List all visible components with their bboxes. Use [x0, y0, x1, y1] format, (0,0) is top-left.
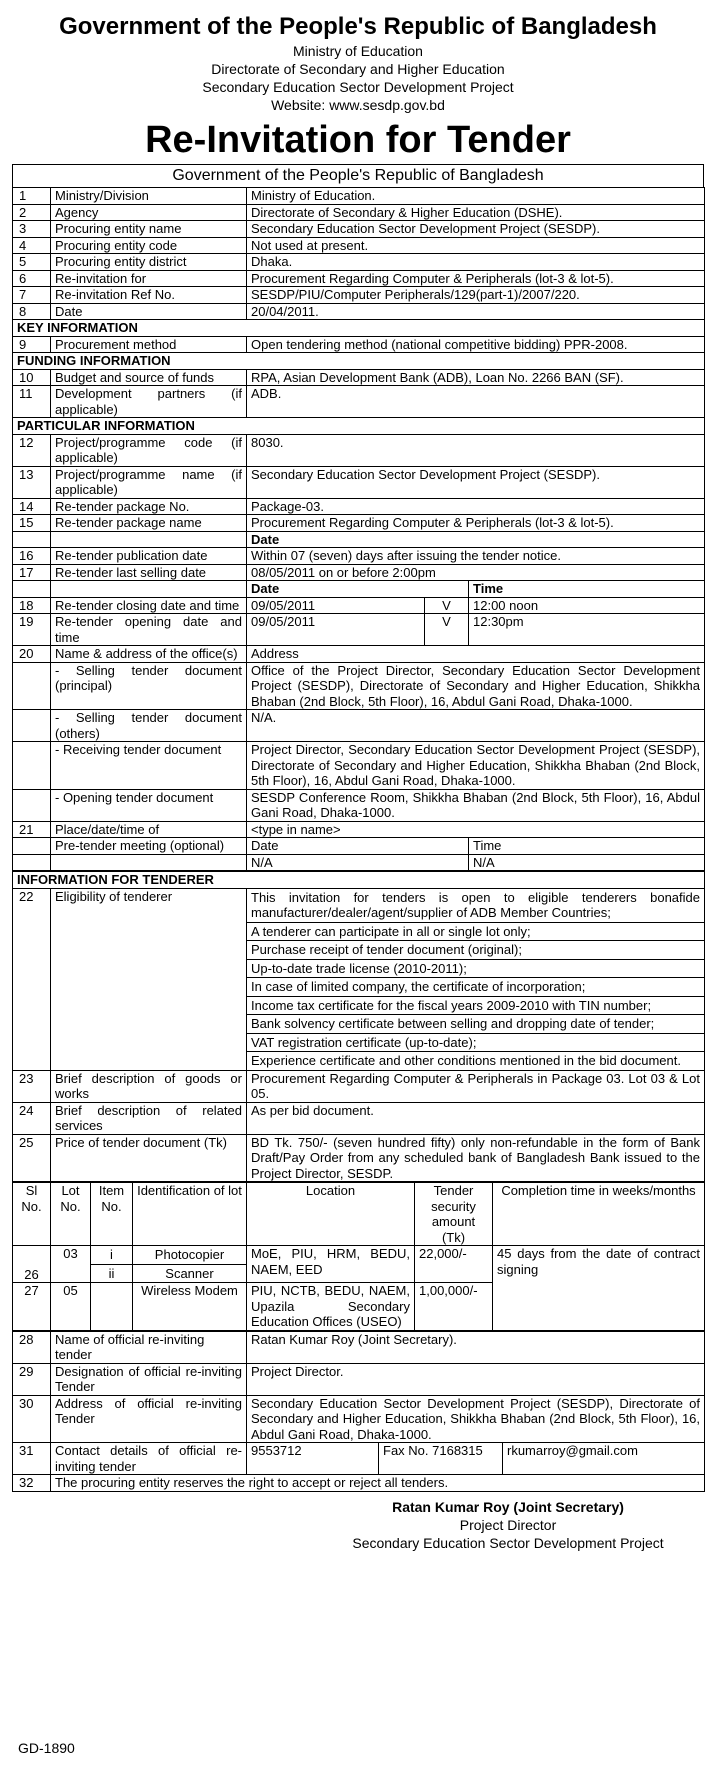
table-row: 19 Re-tender opening date and time 09/05/2011 V 12:30pm: [13, 614, 705, 646]
signatory-office: Secondary Education Sector Development Project: [352, 1534, 664, 1551]
list-item: Purchase receipt of tender document (original);: [247, 941, 704, 960]
table-row: 7 Re-invitation Ref No. SESDP/PIU/Computer Peripherals/129(part-1)/2007/220.: [13, 287, 705, 304]
table-row: 5 Procuring entity district Dhaka.: [13, 254, 705, 271]
list-item: Experience certificate and other conditions mentioned in the bid document.: [251, 1053, 681, 1068]
table-row: Pre-tender meeting (optional) Date Time: [13, 838, 705, 855]
list-item: A tenderer can participate in all or single lot only;: [247, 922, 704, 941]
table-row: 26 03 i ii Photocopier Scanner MoE, PIU, HRM, BEDU, NAEM, EED 22,000/- 45 days from the date of contract signing: [13, 1246, 705, 1283]
list-item: In case of limited company, the certificate of incorporation;: [247, 978, 704, 997]
table-row: 24 Brief description of related services As per bid document.: [13, 1102, 705, 1134]
table-row: 25 Price of tender document (Tk) BD Tk. 750/- (seven hundred fifty) only non-refundable in the form of Bank Draft/Pay Order from any scheduled bank of Bangladesh Bank issued to the Project Director, SESDP.: [13, 1134, 705, 1182]
table-title: Government of the People's Republic of Bangladesh: [12, 164, 704, 187]
table-row: 21 Place/date/time of <type in name>: [13, 821, 705, 838]
signatory-designation: Project Director: [459, 1516, 557, 1533]
table-row: - Receiving tender document Project Director, Secondary Education Sector Development Project (SESDP), Directorate of Secondary and Higher Education, Shikkha Bhaban (2nd Block, 5th Floor), 16, Abdul Gani Road, Dhaka-1000.: [13, 742, 705, 790]
table-row: 27 05 Wireless Modem PIU, NCTB, BEDU, NAEM, Upazila Secondary Education Offices (USEO) 1,00,000/-: [13, 1283, 705, 1331]
table-row: 20 Name & address of the office(s) Address: [13, 646, 705, 663]
table-row: - Selling tender document (principal) Office of the Project Director, Secondary Education Sector Development Project (SESDP), Directorate of Secondary and Higher Education, Shikkha Bhaban (2nd Block, 5th Floor), 16, Abdul Gani Road, Dhaka-1000.: [13, 662, 705, 710]
list-item: This invitation for tenders is open to eligible tenderers bonafide manufacturer/dealer/agent/supplier of ADB Member Countries;: [247, 889, 704, 923]
website-line: Website: www.sesdp.gov.bd: [271, 97, 445, 113]
table-row: 9 Procurement method Open tendering method (national competitive bidding) PPR-2008.: [13, 336, 705, 353]
table-row: 8 Date 20/04/2011.: [13, 303, 705, 320]
notice-title: Re-Invitation for Tender: [145, 119, 571, 161]
official-table: [12, 1331, 705, 1492]
table-row: 4 Procuring entity code Not used at present.: [13, 237, 705, 254]
table-row: 23 Brief description of goods or works Procurement Regarding Computer & Peripherals in Package 03. Lot 03 & Lot 05.: [13, 1070, 705, 1102]
table-row: - Selling tender document (others) N/A.: [13, 710, 705, 742]
section-heading: KEY INFORMATION: [13, 320, 705, 337]
section-heading: INFORMATION FOR TENDERER: [13, 872, 705, 889]
lots-header-row: Sl No. Lot No. Item No. Identification of lot Location Tender security amount (Tk) Completion time in weeks/months: [13, 1183, 705, 1246]
ministry-line: Ministry of Education: [293, 43, 423, 59]
section-heading: PARTICULAR INFORMATION: [13, 418, 705, 435]
table-row: 15 Re-tender package name Procurement Regarding Computer & Peripherals (lot-3 & lot-5).: [13, 515, 705, 532]
table-row: 29 Designation of official re-inviting Tender Project Director.: [13, 1363, 705, 1395]
table-row: 31 Contact details of official re-inviting tender 9553712 Fax No. 7168315 rkumarroy@gmail.com: [13, 1443, 705, 1475]
table-row: 11 Development partners (if applicable) ADB.: [13, 386, 705, 418]
notice-header: [12, 12, 704, 164]
lots-table: [12, 1182, 705, 1331]
table-row: 12 Project/programme code (if applicable) 8030.: [13, 434, 705, 466]
section-heading: FUNDING INFORMATION: [13, 353, 705, 370]
project-line: Secondary Education Sector Development Project: [202, 79, 514, 95]
table-row: 1 Ministry/Division Ministry of Education.: [13, 188, 705, 205]
table-row: 14 Re-tender package No. Package-03.: [13, 498, 705, 515]
list-item: Up-to-date trade license (2010-2011);: [247, 959, 704, 978]
table-row: 30 Address of official re-inviting Tender Secondary Education Sector Development Project (SESDP), Directorate of Secondary and Higher Education, Shikkha Bhaban (2nd Block, 5th Floor), 16, Abdul Gani Road, Dhaka-1000.: [13, 1395, 705, 1443]
table-row: 6 Re-invitation for Procurement Regarding Computer & Peripherals (lot-3 & lot-5).: [13, 270, 705, 287]
signatory-name: Ratan Kumar Roy (Joint Secretary): [392, 1498, 624, 1515]
tender-table: [12, 187, 705, 871]
table-row: - Opening tender document SESDP Conference Room, Shikkha Bhaban (2nd Block, 5th Floor), 16, Abdul Gani Road, Dhaka-1000.: [13, 789, 705, 821]
gd-code: GD-1890: [18, 1740, 75, 1756]
table-row: 22 Eligibility of tenderer This invitation for tenders is open to eligible tenderers bonafide manufacturer/dealer/agent/supplier of ADB Member Countries; A tenderer can participate in all or single lot only; Purchase receipt of tender document (original); Up-to-date trade license (2010-2011); In case of limited company, the certificate of incorporation; Income tax certificate for the fiscal years 2009-2010 with TIN number; Bank solvency certificate between selling and dropping date of tender; VAT registration certificate (up-to-date); Experience certificate and other conditions mentioned in the bid document.: [13, 888, 705, 1070]
government-title: Government of the People's Republic of Bangladesh: [59, 13, 657, 40]
table-row: 18 Re-tender closing date and time 09/05/2011 V 12:00 noon: [13, 597, 705, 614]
table-row: 17 Re-tender last selling date 08/05/2011 on or before 2:00pm: [13, 564, 705, 581]
table-row: N/A N/A: [13, 854, 705, 871]
list-item: VAT registration certificate (up-to-date);: [247, 1033, 704, 1052]
table-row: 10 Budget and source of funds RPA, Asian Development Bank (ADB), Loan No. 2266 BAN (SF).: [13, 369, 705, 386]
table-row: 28 Name of official re-inviting tender Ratan Kumar Roy (Joint Secretary).: [13, 1331, 705, 1363]
table-row: Date: [13, 531, 705, 548]
list-item: Bank solvency certificate between selling and dropping date of tender;: [247, 1015, 704, 1034]
eligibility-list: [247, 889, 704, 1070]
list-item: Income tax certificate for the fiscal years 2009-2010 with TIN number;: [247, 996, 704, 1015]
directorate-line: Directorate of Secondary and Higher Education: [211, 61, 505, 77]
table-row: 32 The procuring entity reserves the right to accept or reject all tenders.: [13, 1475, 705, 1492]
signature-block: [312, 1498, 704, 1552]
tenderer-table: [12, 871, 705, 1182]
table-row: 13 Project/programme name (if applicable) Secondary Education Sector Development Project (SESDP).: [13, 466, 705, 498]
table-row: 3 Procuring entity name Secondary Education Sector Development Project (SESDP).: [13, 221, 705, 238]
table-row: Date Time: [13, 581, 705, 598]
table-row: 2 Agency Directorate of Secondary & Higher Education (DSHE).: [13, 204, 705, 221]
table-row: 16 Re-tender publication date Within 07 (seven) days after issuing the tender notice.: [13, 548, 705, 565]
